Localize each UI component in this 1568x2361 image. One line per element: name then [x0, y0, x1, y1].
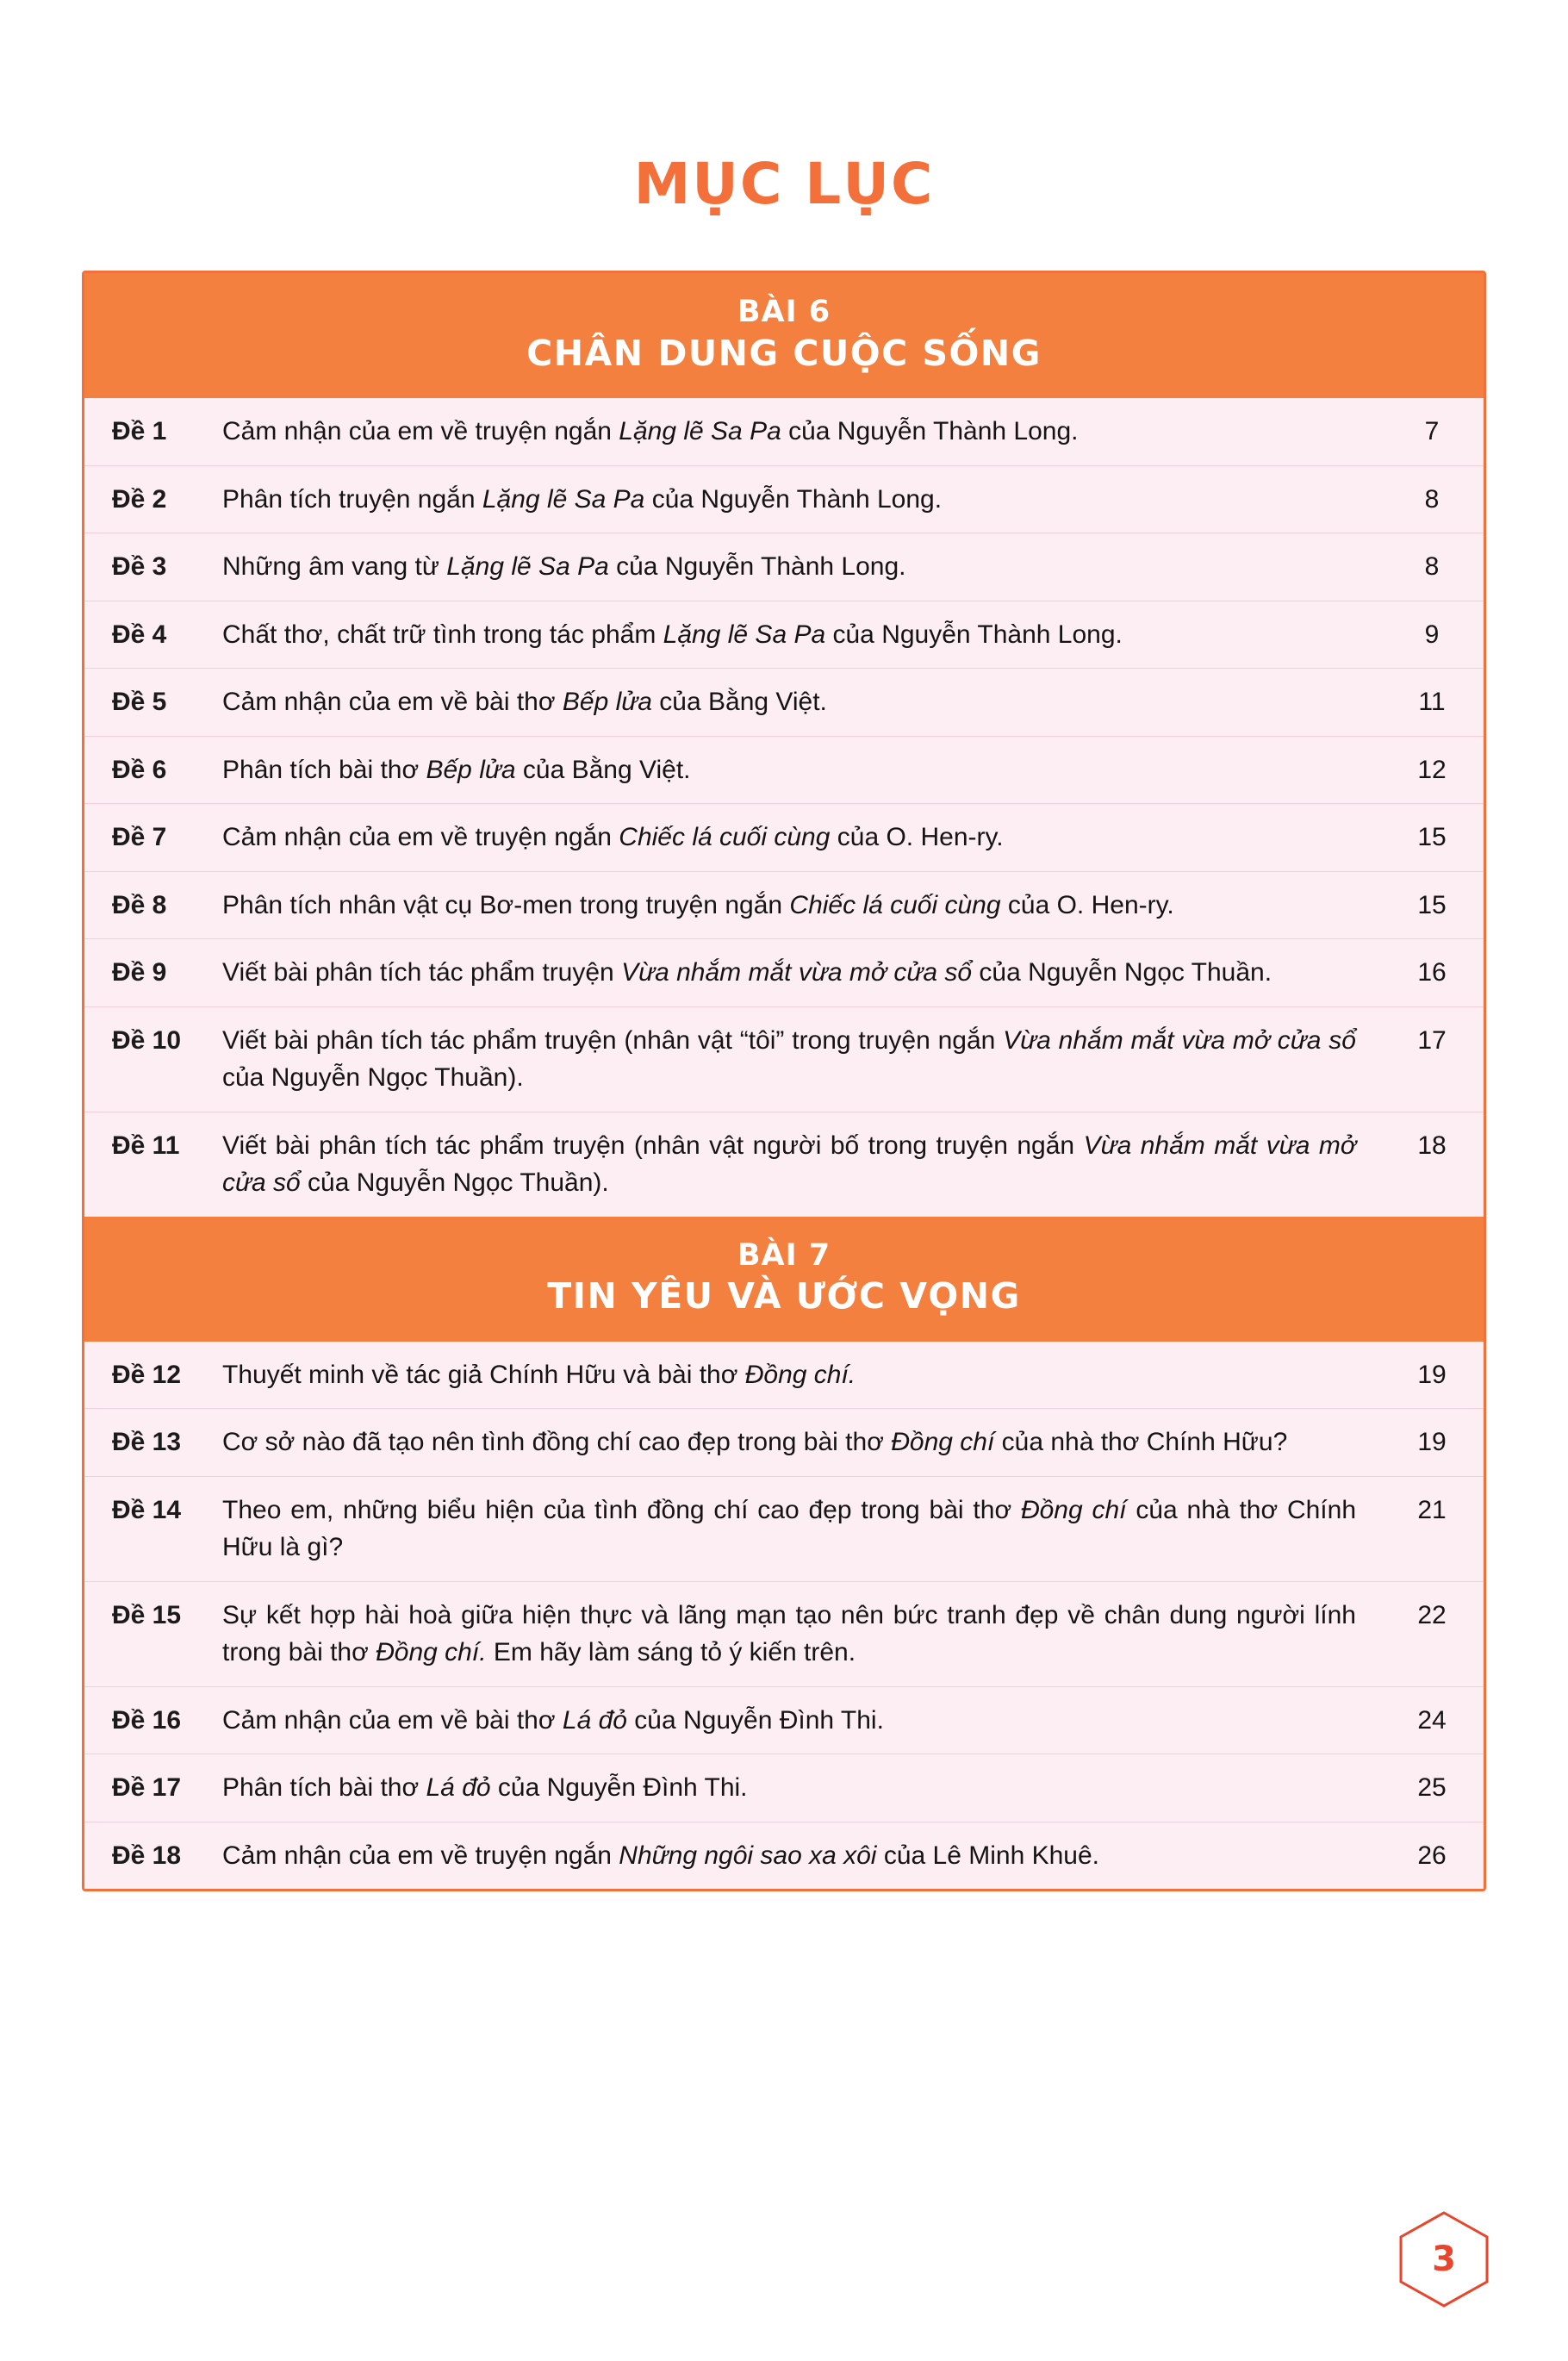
entry-title-plain: Cảm nhận của em về truyện ngắn: [222, 417, 619, 445]
section-header-line2: CHÂN DUNG CUỘC SỐNG: [526, 332, 1042, 374]
toc-container: [82, 271, 1486, 1891]
entry-page-number: 24: [1417, 1705, 1447, 1735]
entry-page-number: 17: [1417, 1025, 1447, 1055]
entry-label: Đề 7: [112, 823, 167, 851]
entry-title-plain: Phân tích bài thơ: [222, 755, 426, 784]
toc-entry-row[interactable]: [84, 804, 1484, 872]
entry-page-number: 19: [1417, 1360, 1447, 1389]
entry-title-italic: Đồng chí.: [744, 1360, 856, 1389]
page-number-badge: [1399, 2211, 1489, 2308]
entry-title-italic: Những ngôi sao xa xôi: [619, 1841, 877, 1870]
toc-entry-row[interactable]: [84, 1822, 1484, 1890]
entry-label: Đề 6: [112, 755, 167, 784]
entry-title-italic: Bếp lửa: [562, 688, 652, 716]
section-header-line1: BÀI 6: [737, 295, 831, 329]
entry-label: Đề 2: [112, 484, 167, 514]
entry-label: Đề 3: [112, 552, 167, 581]
entry-title-italic: Chiếc lá cuối cùng: [789, 890, 1001, 919]
entry-label: Đề 11: [112, 1131, 180, 1160]
toc-entry-row[interactable]: [84, 533, 1484, 601]
entry-title[interactable]: [222, 1022, 1380, 1097]
entry-page-number: 25: [1417, 1773, 1447, 1802]
entry-title[interactable]: [222, 413, 1380, 451]
toc-entry-row[interactable]: [84, 1477, 1484, 1582]
entry-title[interactable]: [222, 1769, 1380, 1807]
entry-title[interactable]: [222, 548, 1380, 586]
entry-title-plain: của Nguyễn Thành Long.: [781, 417, 1079, 445]
entry-title[interactable]: [222, 751, 1380, 789]
entry-title-plain: Cảm nhận của em về truyện ngắn: [222, 823, 619, 851]
entry-title-plain: của O. Hen-ry.: [1000, 890, 1174, 919]
entry-page-number: 8: [1424, 484, 1440, 514]
entry-title-plain: Chất thơ, chất trữ tình trong tác phẩm: [222, 620, 663, 649]
toc-entry-row[interactable]: [84, 1582, 1484, 1687]
entry-title-plain: của Nguyễn Thành Long.: [644, 484, 943, 514]
entry-title-italic: Đồng chí.: [376, 1638, 487, 1666]
entry-page-number: 12: [1417, 755, 1447, 784]
entry-title-plain: Cảm nhận của em về bài thơ: [222, 688, 563, 716]
toc-sections: [84, 273, 1484, 1889]
entry-title-plain: của Lê Minh Khuê.: [876, 1841, 1099, 1870]
entry-title[interactable]: [222, 481, 1380, 519]
entry-title-italic: Bếp lửa: [426, 755, 516, 784]
entry-label: Đề 12: [112, 1360, 182, 1389]
entry-title-plain: Viết bài phân tích tác phẩm truyện (nhân vật “tôi” trong truyện ngắn: [222, 1025, 1004, 1055]
entry-label: Đề 9: [112, 958, 167, 987]
entry-title[interactable]: [222, 1702, 1380, 1740]
entry-title-italic: Chiếc lá cuối cùng: [619, 823, 831, 851]
toc-entry-row[interactable]: [84, 601, 1484, 670]
toc-entry-row[interactable]: [84, 872, 1484, 940]
toc-entry-row[interactable]: [84, 737, 1484, 805]
entry-title-plain: của Nguyễn Ngọc Thuần.: [972, 958, 1272, 987]
entry-title-plain: Viết bài phân tích tác phẩm truyện (nhân vật người bố trong truyện ngắn: [222, 1131, 1084, 1160]
entry-page-number: 15: [1417, 890, 1447, 919]
entry-label: Đề 14: [112, 1495, 182, 1524]
toc-entry-row[interactable]: [84, 466, 1484, 534]
entry-title-plain: Cảm nhận của em về truyện ngắn: [222, 1841, 619, 1870]
entry-title[interactable]: [222, 887, 1380, 925]
entry-title[interactable]: [222, 1492, 1380, 1567]
toc-entry-row[interactable]: [84, 1687, 1484, 1755]
entry-page-number: 7: [1424, 417, 1440, 445]
toc-entry-row[interactable]: [84, 939, 1484, 1007]
entry-title-plain: của Nguyễn Thành Long.: [825, 620, 1123, 649]
toc-entry-row[interactable]: [84, 1112, 1484, 1217]
entry-title-italic: Lặng lẽ Sa Pa: [446, 552, 609, 581]
entry-title-plain: Cơ sở nào đã tạo nên tình đồng chí cao đẹp trong bài thơ: [222, 1428, 892, 1456]
entry-title-italic: Vừa nhắm mắt vừa mở cửa sổ: [621, 958, 973, 987]
section-header-line1: BÀI 7: [737, 1237, 831, 1273]
entry-title-plain: Phân tích nhân vật cụ Bơ-men trong truyện ngắn: [222, 890, 790, 919]
entry-page-number: 22: [1417, 1600, 1447, 1629]
toc-entry-row[interactable]: [84, 669, 1484, 737]
entry-title-plain: Phân tích truyện ngắn: [222, 484, 482, 514]
entry-title-plain: Viết bài phân tích tác phẩm truyện: [222, 958, 622, 987]
entry-title[interactable]: [222, 1356, 1380, 1394]
entry-page-number: 8: [1424, 552, 1440, 581]
toc-row-group: [84, 398, 1484, 1217]
entry-title-italic: Lặng lẽ Sa Pa: [663, 620, 826, 649]
entry-title[interactable]: [222, 954, 1380, 992]
entry-page-number: 16: [1417, 958, 1447, 987]
section-header-line2: TIN YÊU VÀ ƯỚC VỌNG: [547, 1275, 1021, 1318]
page-title: MỤC LỤC: [633, 151, 935, 217]
entry-title-italic: Đồng chí: [891, 1428, 995, 1456]
entry-label: Đề 1: [112, 417, 167, 445]
entry-title-italic: Lá đỏ: [562, 1705, 627, 1735]
entry-page-number: 11: [1418, 688, 1446, 716]
entry-title-plain: Em hãy làm sáng tỏ ý kiến trên.: [486, 1638, 856, 1666]
entry-page-number: 15: [1417, 823, 1447, 851]
entry-label: Đề 18: [112, 1841, 182, 1870]
entry-page-number: 18: [1417, 1131, 1447, 1160]
entry-label: Đề 13: [112, 1428, 182, 1456]
section-header: [84, 1217, 1484, 1342]
entry-page-number: 19: [1417, 1428, 1447, 1456]
entry-title-italic: Lá đỏ: [426, 1773, 491, 1802]
entry-title[interactable]: [222, 616, 1380, 654]
entry-title-plain: của Nguyễn Ngọc Thuần).: [300, 1168, 609, 1197]
entry-title-plain: của nhà thơ Chính Hữu là gì?: [222, 1495, 1357, 1561]
entry-title-italic: Đồng chí: [1020, 1495, 1127, 1524]
entry-title-plain: của Nguyễn Đình Thi.: [626, 1705, 884, 1735]
entry-label: Đề 5: [112, 688, 167, 716]
entry-title[interactable]: [222, 1423, 1380, 1461]
entry-title[interactable]: [222, 683, 1380, 721]
entry-title-plain: của Bằng Việt.: [515, 755, 691, 784]
entry-title-plain: của Nguyễn Ngọc Thuần).: [222, 1063, 524, 1092]
entry-title-plain: Phân tích bài thơ: [222, 1773, 426, 1802]
entry-title-italic: Vừa nhắm mắt vừa mở cửa sổ: [1003, 1025, 1356, 1055]
entry-title-plain: của O. Hen-ry.: [830, 823, 1004, 851]
section-header: [84, 273, 1484, 398]
entry-title[interactable]: [222, 1837, 1380, 1875]
entry-title-plain: của Bằng Việt.: [651, 688, 827, 716]
toc-entry-row[interactable]: [84, 1007, 1484, 1112]
entry-title-italic: Lặng lẽ Sa Pa: [619, 417, 781, 445]
entry-title[interactable]: [222, 819, 1380, 857]
entry-page-number: 9: [1424, 620, 1440, 649]
entry-title-plain: Thuyết minh về tác giả Chính Hữu và bài thơ: [222, 1360, 745, 1389]
entry-title[interactable]: [222, 1127, 1380, 1202]
entry-label: Đề 4: [112, 620, 167, 649]
entry-title-plain: của Nguyễn Thành Long.: [608, 552, 906, 581]
entry-title[interactable]: [222, 1597, 1380, 1672]
toc-row-group: [84, 1342, 1484, 1890]
entry-page-number: 26: [1417, 1841, 1447, 1870]
entry-label: Đề 10: [112, 1025, 182, 1055]
entry-title-plain: Theo em, những biểu hiện của tình đồng chí cao đẹp trong bài thơ: [222, 1495, 1021, 1524]
toc-entry-row[interactable]: [84, 1754, 1484, 1822]
entry-label: Đề 15: [112, 1600, 182, 1629]
toc-entry-row[interactable]: [84, 1342, 1484, 1410]
entry-label: Đề 8: [112, 890, 167, 919]
page-number-text: 3: [1432, 2240, 1456, 2279]
entry-label: Đề 16: [112, 1705, 182, 1735]
entry-title-italic: Lặng lẽ Sa Pa: [482, 484, 645, 514]
entry-title-plain: của nhà thơ Chính Hữu?: [994, 1428, 1288, 1456]
entry-title-plain: Những âm vang từ: [222, 552, 447, 581]
toc-entry-row[interactable]: [84, 1409, 1484, 1477]
entry-title-plain: Sự kết hợp hài hoà giữa hiện thực và lãng mạn tạo nên bức tranh đẹp về chân dung người lính trong bài thơ: [222, 1600, 1356, 1666]
entry-title-italic: Vừa nhắm mắt vừa mở cửa sổ: [222, 1131, 1356, 1197]
entry-title-plain: Cảm nhận của em về bài thơ: [222, 1705, 563, 1735]
entry-page-number: 21: [1417, 1495, 1447, 1524]
toc-entry-row[interactable]: [84, 398, 1484, 466]
entry-title-plain: của Nguyễn Đình Thi.: [490, 1773, 748, 1802]
entry-label: Đề 17: [112, 1773, 182, 1802]
